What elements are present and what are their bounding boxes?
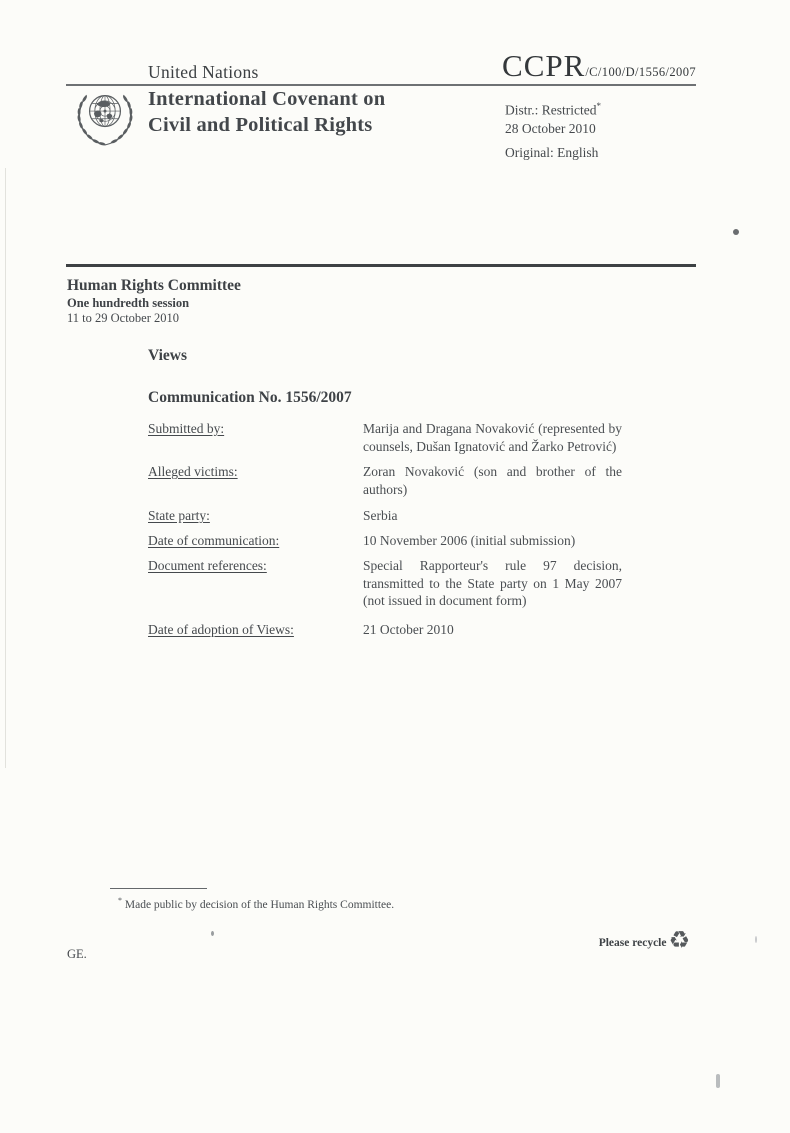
footer-ge-label: GE. bbox=[67, 947, 87, 961]
field-value: Marija and Dragana Novaković (represented by counsels, Dušan Ignatović and Žarko Petrović) bbox=[363, 421, 622, 454]
section-divider bbox=[66, 264, 696, 267]
covenant-title bbox=[148, 86, 385, 138]
views-heading: Views bbox=[148, 347, 188, 364]
document-symbol-suffix: /C/100/D/1556/2007 bbox=[585, 65, 696, 79]
document-symbol bbox=[420, 48, 696, 84]
recycle-label: Please recycle bbox=[598, 937, 667, 949]
table-row bbox=[148, 621, 622, 639]
field-value: 21 October 2010 bbox=[363, 621, 454, 637]
scan-edge-line bbox=[5, 168, 6, 768]
un-emblem-icon bbox=[68, 85, 142, 152]
footnote-text: Made public by decision of the Human Rights Committee. bbox=[124, 898, 395, 911]
footnote-divider bbox=[110, 888, 207, 889]
field-value: Special Rapporteur's rule 97 decision, transmitted to the State party on 1 May 2007 (not issued in document form) bbox=[363, 558, 622, 608]
communication-heading: Communication No. 1556/2007 bbox=[148, 389, 352, 406]
recycle-icon: ♻ bbox=[668, 926, 690, 954]
field-value: Zoran Novaković (son and brother of the authors) bbox=[363, 464, 622, 497]
committee-session-dates: 11 to 29 October 2010 bbox=[67, 311, 180, 325]
recycle-notice bbox=[560, 926, 690, 955]
table-row bbox=[148, 507, 622, 525]
original-language: Original: English bbox=[505, 145, 599, 160]
field-label: Date of adoption of Views: bbox=[148, 621, 294, 637]
field-label: Submitted by: bbox=[148, 421, 225, 436]
field-value: Serbia bbox=[363, 508, 398, 523]
distr-footnote-marker: * bbox=[596, 101, 601, 111]
distr-line: Distr.: Restricted* bbox=[505, 101, 601, 118]
field-label: Date of communication: bbox=[148, 532, 280, 548]
scan-speck bbox=[716, 1074, 720, 1088]
scan-speck bbox=[211, 931, 214, 936]
field-value: 10 November 2006 (initial submission) bbox=[363, 532, 576, 548]
committee-name: Human Rights Committee bbox=[67, 277, 241, 294]
footnote-marker: * bbox=[118, 896, 122, 905]
field-label: Alleged victims: bbox=[148, 464, 238, 479]
org-name: United Nations bbox=[148, 62, 259, 82]
table-row bbox=[148, 557, 622, 610]
table-row bbox=[148, 532, 622, 550]
case-details-table bbox=[148, 420, 622, 638]
field-label: State party: bbox=[148, 508, 210, 523]
distribution-block bbox=[505, 97, 601, 138]
distr-date: 28 October 2010 bbox=[505, 120, 596, 136]
covenant-title-line2: Civil and Political Rights bbox=[148, 114, 373, 136]
covenant-title-line1: International Covenant on bbox=[148, 88, 386, 110]
scan-speck bbox=[755, 936, 757, 943]
footnote bbox=[118, 896, 394, 911]
committee-session: One hundredth session bbox=[67, 296, 190, 310]
field-label: Document references: bbox=[148, 558, 267, 573]
document-symbol-main: CCPR bbox=[502, 48, 586, 83]
table-row bbox=[148, 420, 622, 455]
scan-speck bbox=[733, 229, 739, 235]
table-row bbox=[148, 463, 622, 498]
